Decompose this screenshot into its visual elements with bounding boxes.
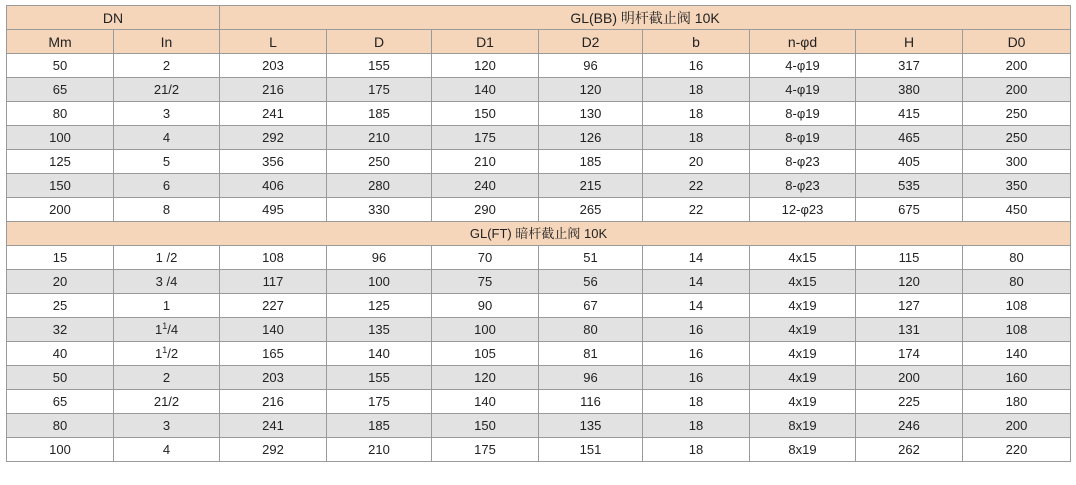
col-h-header: H	[856, 30, 963, 54]
col-n-d-cell: 8-φ23	[750, 174, 856, 198]
column-header-row	[7, 30, 1071, 54]
col-h-cell: 262	[856, 438, 963, 462]
col-n-d-cell: 8-φ19	[750, 102, 856, 126]
col-mm-cell: 50	[7, 366, 114, 390]
col-d2-cell: 80	[539, 318, 643, 342]
col-b-cell: 20	[643, 150, 750, 174]
col-d-header: D	[327, 30, 432, 54]
col-b-cell: 18	[643, 390, 750, 414]
col-d-cell: 210	[327, 438, 432, 462]
table-row	[7, 318, 1071, 342]
col-in-cell: 2	[114, 366, 220, 390]
col-mm-header: Mm	[7, 30, 114, 54]
col-l-cell: 356	[220, 150, 327, 174]
col-d2-cell: 151	[539, 438, 643, 462]
col-n-d-cell: 8x19	[750, 438, 856, 462]
col-mm-cell: 80	[7, 414, 114, 438]
col-d0-cell: 160	[963, 366, 1071, 390]
col-l-cell: 165	[220, 342, 327, 366]
col-in-cell: 8	[114, 198, 220, 222]
table-row	[7, 102, 1071, 126]
col-in-cell: $1^1/4$	[114, 318, 220, 342]
col-d2-cell: 51	[539, 246, 643, 270]
col-b-cell: 18	[643, 102, 750, 126]
col-in-cell: 4	[114, 126, 220, 150]
col-mm-cell: 200	[7, 198, 114, 222]
col-d2-cell: 130	[539, 102, 643, 126]
col-l-header: L	[220, 30, 327, 54]
col-n-d-header: n-φd	[750, 30, 856, 54]
col-h-cell: 246	[856, 414, 963, 438]
col-d-cell: 155	[327, 54, 432, 78]
col-d1-cell: 210	[432, 150, 539, 174]
col-d1-cell: 150	[432, 102, 539, 126]
col-d-cell: 140	[327, 342, 432, 366]
col-l-cell: 292	[220, 438, 327, 462]
col-d2-cell: 81	[539, 342, 643, 366]
col-d-cell: 185	[327, 414, 432, 438]
col-d1-cell: 90	[432, 294, 539, 318]
col-d1-cell: 290	[432, 198, 539, 222]
col-n-d-cell: 12-φ23	[750, 198, 856, 222]
col-in-cell: 3 /4	[114, 270, 220, 294]
col-l-cell: 216	[220, 78, 327, 102]
col-d-cell: 280	[327, 174, 432, 198]
col-in-cell: 2	[114, 54, 220, 78]
col-d2-cell: 215	[539, 174, 643, 198]
col-n-d-cell: 4x19	[750, 390, 856, 414]
col-mm-cell: 20	[7, 270, 114, 294]
table-row	[7, 54, 1071, 78]
col-l-cell: 216	[220, 390, 327, 414]
col-d1-cell: 175	[432, 438, 539, 462]
col-d-cell: 175	[327, 78, 432, 102]
col-in-cell: 1 /2	[114, 246, 220, 270]
table-row	[7, 270, 1071, 294]
table-row	[7, 150, 1071, 174]
col-d-cell: 330	[327, 198, 432, 222]
col-in-cell: 6	[114, 174, 220, 198]
col-d2-cell: 126	[539, 126, 643, 150]
col-d0-cell: 200	[963, 414, 1071, 438]
col-h-cell: 127	[856, 294, 963, 318]
col-mm-cell: 80	[7, 102, 114, 126]
col-d2-cell: 185	[539, 150, 643, 174]
col-n-d-cell: 4x19	[750, 294, 856, 318]
col-h-cell: 535	[856, 174, 963, 198]
col-d0-header: D0	[963, 30, 1071, 54]
col-b-cell: 16	[643, 54, 750, 78]
col-d0-cell: 300	[963, 150, 1071, 174]
col-d2-cell: 67	[539, 294, 643, 318]
col-d1-cell: 75	[432, 270, 539, 294]
col-h-cell: 120	[856, 270, 963, 294]
col-in-cell: 5	[114, 150, 220, 174]
col-in-cell: 1	[114, 294, 220, 318]
col-l-cell: 241	[220, 102, 327, 126]
col-b-header: b	[643, 30, 750, 54]
col-n-d-cell: 8-φ19	[750, 126, 856, 150]
col-d0-cell: 200	[963, 78, 1071, 102]
col-h-cell: 415	[856, 102, 963, 126]
col-l-cell: 406	[220, 174, 327, 198]
col-h-cell: 380	[856, 78, 963, 102]
section-bb-title: GL(BB) 明杆截止阀 10K	[220, 6, 1071, 30]
col-n-d-cell: 8x19	[750, 414, 856, 438]
col-d2-header: D2	[539, 30, 643, 54]
col-n-d-cell: 4-φ19	[750, 54, 856, 78]
table-row	[7, 174, 1071, 198]
col-d0-cell: 200	[963, 54, 1071, 78]
col-b-cell: 18	[643, 414, 750, 438]
col-b-cell: 14	[643, 294, 750, 318]
col-l-cell: 241	[220, 414, 327, 438]
col-d0-cell: 80	[963, 246, 1071, 270]
col-d0-cell: 80	[963, 270, 1071, 294]
col-h-cell: 317	[856, 54, 963, 78]
col-d0-cell: 180	[963, 390, 1071, 414]
col-n-d-cell: 4-φ19	[750, 78, 856, 102]
col-n-d-cell: 4x19	[750, 318, 856, 342]
col-h-cell: 174	[856, 342, 963, 366]
col-d1-cell: 240	[432, 174, 539, 198]
col-d-cell: 135	[327, 318, 432, 342]
table-row	[7, 198, 1071, 222]
table-row	[7, 366, 1071, 390]
col-d2-cell: 265	[539, 198, 643, 222]
col-b-cell: 16	[643, 366, 750, 390]
col-b-cell: 18	[643, 438, 750, 462]
col-l-cell: 203	[220, 366, 327, 390]
col-d0-cell: 250	[963, 126, 1071, 150]
col-d1-cell: 175	[432, 126, 539, 150]
col-b-cell: 16	[643, 342, 750, 366]
table-row	[7, 246, 1071, 270]
col-n-d-cell: 4x19	[750, 366, 856, 390]
col-d1-cell: 140	[432, 78, 539, 102]
col-d1-cell: 150	[432, 414, 539, 438]
col-n-d-cell: 4x19	[750, 342, 856, 366]
col-n-d-cell: 4x15	[750, 270, 856, 294]
table-row	[7, 414, 1071, 438]
col-mm-cell: 40	[7, 342, 114, 366]
col-b-cell: 18	[643, 78, 750, 102]
dn-header: DN	[7, 6, 220, 30]
col-d-cell: 210	[327, 126, 432, 150]
col-h-cell: 115	[856, 246, 963, 270]
col-mm-cell: 25	[7, 294, 114, 318]
col-mm-cell: 100	[7, 438, 114, 462]
col-h-cell: 225	[856, 390, 963, 414]
col-mm-cell: 100	[7, 126, 114, 150]
col-b-cell: 16	[643, 318, 750, 342]
col-d1-header: D1	[432, 30, 539, 54]
section-ft-title: GL(FT) 暗杆截止阀 10K	[7, 222, 1071, 246]
col-l-cell: 108	[220, 246, 327, 270]
col-mm-cell: 32	[7, 318, 114, 342]
col-mm-cell: 50	[7, 54, 114, 78]
col-l-cell: 227	[220, 294, 327, 318]
col-d-cell: 185	[327, 102, 432, 126]
col-d0-cell: 108	[963, 318, 1071, 342]
col-in-cell: 4	[114, 438, 220, 462]
col-n-d-cell: 8-φ23	[750, 150, 856, 174]
table-row	[7, 126, 1071, 150]
col-mm-cell: 65	[7, 78, 114, 102]
col-h-cell: 465	[856, 126, 963, 150]
col-in-cell: 3	[114, 102, 220, 126]
table-row	[7, 342, 1071, 366]
section-ft-row	[7, 222, 1071, 246]
valve-dimension-table-wrapper	[6, 5, 1070, 462]
col-d2-cell: 116	[539, 390, 643, 414]
col-l-cell: 117	[220, 270, 327, 294]
col-h-cell: 405	[856, 150, 963, 174]
col-d0-cell: 450	[963, 198, 1071, 222]
col-l-cell: 292	[220, 126, 327, 150]
col-b-cell: 18	[643, 126, 750, 150]
col-d2-cell: 96	[539, 366, 643, 390]
col-mm-cell: 125	[7, 150, 114, 174]
col-d1-cell: 70	[432, 246, 539, 270]
col-h-cell: 200	[856, 366, 963, 390]
col-d-cell: 155	[327, 366, 432, 390]
col-mm-cell: 15	[7, 246, 114, 270]
col-d0-cell: 220	[963, 438, 1071, 462]
col-b-cell: 22	[643, 174, 750, 198]
group-header-row	[7, 6, 1071, 30]
col-l-cell: 495	[220, 198, 327, 222]
col-d2-cell: 120	[539, 78, 643, 102]
col-l-cell: 140	[220, 318, 327, 342]
col-h-cell: 131	[856, 318, 963, 342]
col-d2-cell: 96	[539, 54, 643, 78]
col-d0-cell: 250	[963, 102, 1071, 126]
col-d1-cell: 120	[432, 366, 539, 390]
table-row	[7, 78, 1071, 102]
col-d1-cell: 120	[432, 54, 539, 78]
col-l-cell: 203	[220, 54, 327, 78]
col-in-cell: 21/2	[114, 390, 220, 414]
col-n-d-cell: 4x15	[750, 246, 856, 270]
col-b-cell: 14	[643, 270, 750, 294]
col-in-cell: 3	[114, 414, 220, 438]
col-b-cell: 14	[643, 246, 750, 270]
table-body	[7, 6, 1071, 462]
col-d-cell: 175	[327, 390, 432, 414]
col-d0-cell: 108	[963, 294, 1071, 318]
col-d1-cell: 105	[432, 342, 539, 366]
col-d1-cell: 100	[432, 318, 539, 342]
table-row	[7, 390, 1071, 414]
col-in-header: In	[114, 30, 220, 54]
col-mm-cell: 65	[7, 390, 114, 414]
col-d2-cell: 135	[539, 414, 643, 438]
col-d0-cell: 350	[963, 174, 1071, 198]
col-h-cell: 675	[856, 198, 963, 222]
col-d0-cell: 140	[963, 342, 1071, 366]
col-d-cell: 96	[327, 246, 432, 270]
valve-dimension-table	[6, 5, 1071, 462]
col-d-cell: 250	[327, 150, 432, 174]
col-b-cell: 22	[643, 198, 750, 222]
col-d-cell: 100	[327, 270, 432, 294]
table-row	[7, 294, 1071, 318]
col-in-cell: 21/2	[114, 78, 220, 102]
col-d-cell: 125	[327, 294, 432, 318]
col-d2-cell: 56	[539, 270, 643, 294]
col-d1-cell: 140	[432, 390, 539, 414]
col-in-cell: $1^1/2$	[114, 342, 220, 366]
table-row	[7, 438, 1071, 462]
col-mm-cell: 150	[7, 174, 114, 198]
